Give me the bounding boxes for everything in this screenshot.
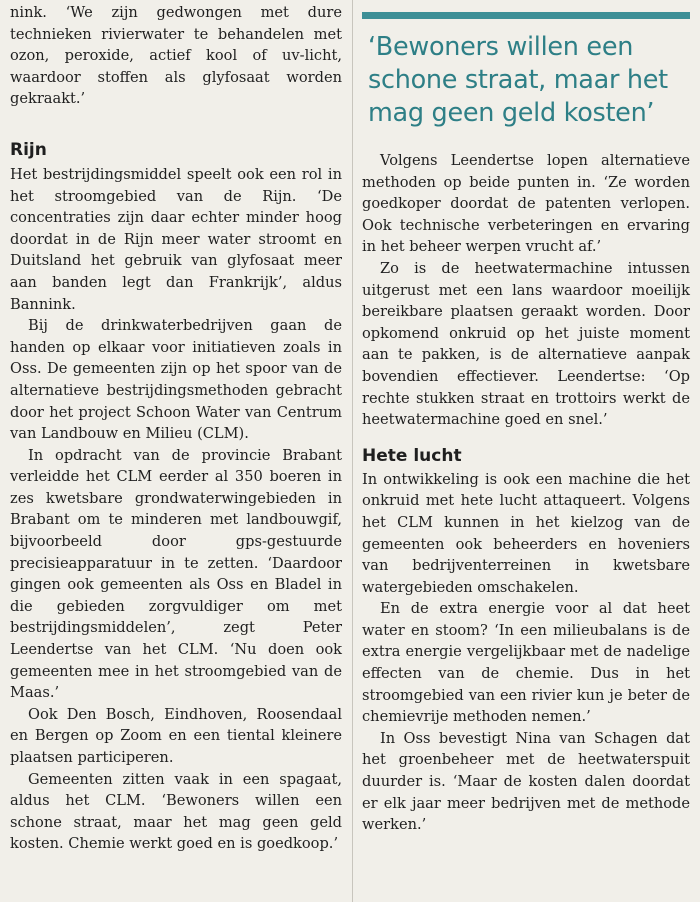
left-column <box>10 0 342 855</box>
column-divider <box>352 0 353 902</box>
heading-rijn: Rijn <box>10 139 47 160</box>
paragraph: In opdracht van de provincie Brabant verleidde het CLM eerder al 350 boeren in zes kwetsbare grondwaterwingebieden in Brabant om te minderen met landbouwgif, bijvoorbeeld door gps-gestuurde precisieapparatuur in te zetten. ‘Daardoor gingen ook gemeenten als Oss en Bladel in die gebieden zorgvuldiger om met bestrijdingsmiddelen’, zegt Peter Leendertse van het CLM. ‘Nu doen ook gemeenten mee in het stroomgebied van de Maas.’ <box>10 446 342 702</box>
paragraph: In ontwikkeling is ook een machine die het onkruid met hete lucht attaqueert. Volgens het CLM kunnen in het kielzog van de gemeenten ook beheerders en hoveniers van bedrijventerreinen in kwetsbare watergebieden omschakelen. <box>362 470 690 596</box>
intro-paragraph: nink. ‘We zijn gedwongen met dure technieken rivierwater te behandelen met ozon, peroxide, actief kool of uv-licht, waardoor stoffen als glyfosaat worden gekraakt.’ <box>10 4 342 108</box>
paragraph: En de extra energie voor al dat heet water en stoom? ‘In een milieubalans is de extra energie vergelijkbaar met de nadelige effecten van de chemie. Dus in het stroomgebied van een rivier kun je beter de chemievrije methoden nemen.’ <box>362 600 690 726</box>
paragraph: Bij de drinkwaterbedrijven gaan de handen op elkaar voor initiatieven zoals in Oss. De gemeenten zijn op het spoor van de alternatieve bestrijdingsmethoden gebracht door het project Schoon Water van Centrum van Landbouw en Milieu (CLM). <box>10 317 342 443</box>
pull-quote-bar <box>362 12 690 19</box>
paragraph: Gemeenten zitten vaak in een spagaat, aldus het CLM. ‘Bewoners willen een schone straat, maar het mag geen geld kosten. Chemie werkt goed en is goedkoop.’ <box>10 770 342 853</box>
pull-quote: ‘Bewoners willen een schone straat, maar het mag geen geld kosten’ <box>368 32 668 128</box>
paragraph: In Oss bevestigt Nina van Schagen dat het groenbeheer met de heetwaterspuit duurder is. ‘Maar de kosten dalen doordat er elk jaar meer bedrijven met de methode werken.’ <box>362 729 690 834</box>
heading-hete-lucht: Hete lucht <box>362 445 462 466</box>
paragraph: Zo is de heetwatermachine intussen uitgerust met een lans waardoor moeilijk bereikbare plaatsen geraakt worden. Door opkomend onkruid op het juiste moment aan te pakken, is de alternatieve aanpak bovendien effectiever. Leendertse: ‘Op rechte stukken straat en trottoirs werkt de heetwatermachine goed en snel.’ <box>362 259 690 429</box>
paragraph: Het bestrijdingsmiddel speelt ook een rol in het stroomgebied van de Rijn. ‘De concentraties zijn daar echter minder hoog doordat in de Rijn meer water stroomt en Duitsland het gebruik van glyfosaat meer aan banden legt dan Frankrijk’, aldus Bannink. <box>10 165 342 313</box>
right-column <box>362 0 690 836</box>
paragraph: Volgens Leendertse lopen alternatieve methoden op beide punten in. ‘Ze worden goedkoper doordat de patenten verlopen. Ook technische verbeteringen en ervaring in het beheer werpen vrucht af.’ <box>362 152 690 256</box>
paragraph: Ook Den Bosch, Eindhoven, Roosendaal en Bergen op Zoom en een tiental kleinere plaatsen participeren. <box>10 705 342 766</box>
